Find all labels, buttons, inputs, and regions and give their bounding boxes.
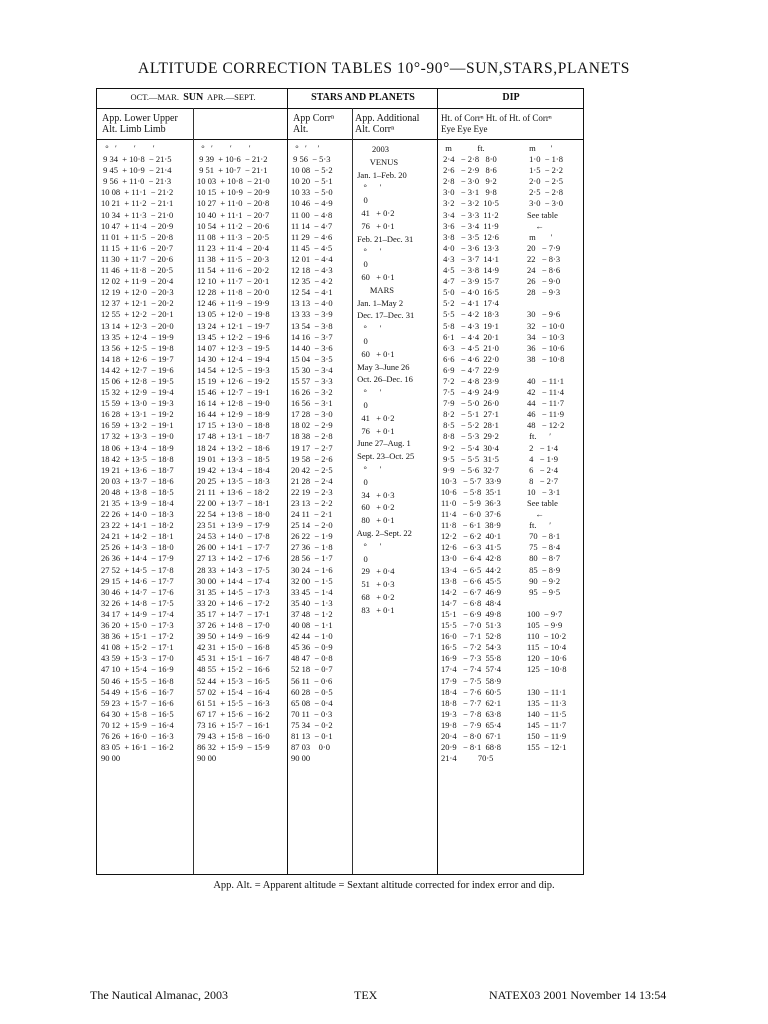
dip-column-2: m ′ 1·0 − 1·8 1·5 − 2·2 2·0 − 2·5 2·5 − 2·8 3·0 − 3·0 See table ← m ′ 20 − 7·9 22 − 8·3 24 − 8·6 26 − 9·0 28 − 9·3 30 − 9·6 32 − 10·0 34 − 10·3 36 − 10·6 38 − 10·8 40 − 11·1 42 − 11·4 44 − 11·7 46 − 11·9 48 − 12·2 ft. ′ 2 − 1·4 4 − 1·9 6 − 2·4 8 − 2·7 10 − 3·1 See table ← ft. ′ 70 − 8·1 75 − 8·4 80 − 8·7 85 − 8·9 90 − 9·2 95 − 9·5 100 − 9·7 105 − 9·9 110 − 10·2 115 − 10·4 120 − 10·6 125 − 10·8 130 − 11·1 135 − 11·3 140 − 11·5 145 − 11·7 150 − 11·9 155 − 12·1 — [527, 143, 567, 753]
stars-additional-divider — [352, 108, 353, 874]
dip-header: DIP — [502, 92, 520, 103]
sun-apr-sept-label: APR.—SEPT. — [207, 92, 256, 102]
sun-half-divider — [193, 108, 194, 874]
footer-center: TEX — [354, 988, 378, 1002]
stars-column: ° ′ ′ 9 56 − 5·3 10 08 − 5·2 10 20 − 5·1 10 33 − 5·0 10 46 − 4·9 11 00 − 4·8 11 14 − 4·7 11 29 − 4·6 11 45 − 4·5 12 01 − 4·4 12 18 − 4·3 12 35 − 4·2 12 54 − 4·1 13 13 − 4·0 13 33 − 3·9 13 54 − 3·8 14 16 − 3·7 14 40 − 3·6 15 04 − 3·5 15 30 − 3·4 15 57 − 3·3 16 26 − 3·2 16 56 − 3·1 17 28 − 3·0 18 02 − 2·9 18 38 − 2·8 19 17 − 2·7 19 58 − 2·6 20 42 − 2·5 21 28 − 2·4 22 19 − 2·3 23 13 − 2·2 24 11 − 2·1 25 14 − 2·0 26 22 − 1·9 27 36 − 1·8 28 56 − 1·7 30 24 − 1·6 32 00 − 1·5 33 45 − 1·4 35 40 − 1·3 37 48 − 1·2 40 08 − 1·1 42 44 − 1·0 45 36 − 0·9 48 47 − 0·8 52 18 − 0·7 56 11 − 0·6 60 28 − 0·5 65 08 − 0·4 70 11 − 0·3 75 34 − 0·2 81 13 − 0·1 87 03 0·0 90 00 — [291, 143, 333, 764]
page-title: ALTITUDE CORRECTION TABLES 10°-90°—SUN,STARS,PLANETS — [138, 60, 630, 77]
column-header-rule — [97, 139, 583, 140]
footnote: App. Alt. = Apparent altitude = Sextant altitude corrected for index error and dip. — [213, 880, 555, 891]
additional-correction-column: 2003 VENUS Jan. 1–Feb. 20 ° ′ 0 41 + 0·2 76 + 0·1 Feb. 21–Dec. 31 ° ′ 0 60 + 0·1 MARS Jan. 1–May 2 Dec. 17–Dec. 31 ° ′ 0 60 + 0·1 May 3–June 26 Oct. 26–Dec. 16 ° ′ 0 41 + 0·2 76 + 0·1 June 27–Aug. 1 Sept. 23–Oct. 25 ° ′ 0 34 + 0·3 60 + 0·2 80 + 0·1 Aug. 2–Sept. 22 ° ′ 0 29 + 0·4 51 + 0·3 68 + 0·2 83 + 0·1 — [356, 144, 415, 615]
additional-column-header: App. Additional Alt. Corrⁿ — [355, 113, 420, 135]
stars-planets-header: STARS AND PLANETS — [311, 92, 415, 103]
sun-column-header: App. Lower Upper Alt. Limb Limb — [102, 113, 178, 135]
sun-oct-mar-label: OCT.—MAR. — [130, 92, 179, 102]
footer-right: NATEX03 2001 November 14 13:54 — [489, 988, 667, 1002]
sun-oct-mar-column: ° ′ ′ ′ 9 34 + 10·8 − 21·5 9 45 + 10·9 − 21·4 9 56 + 11·0 − 21·3 10 08 + 11·1 − 21·2 10 21 + 11·2 − 21·1 10 34 + 11·3 − 21·0 10 47 + 11·4 − 20·9 11 01 + 11·5 − 20·8 11 15 + 11·6 − 20·7 11 30 + 11·7 − 20·6 11 46 + 11·8 − 20·5 12 02 + 11·9 − 20·4 12 19 + 12·0 − 20·3 12 37 + 12·1 − 20·2 12 55 + 12·2 − 20·1 13 14 + 12·3 − 20·0 13 35 + 12·4 − 19·9 13 56 + 12·5 − 19·8 14 18 + 12·6 − 19·7 14 42 + 12·7 − 19·6 15 06 + 12·8 − 19·5 15 32 + 12·9 − 19·4 15 59 + 13·0 − 19·3 16 28 + 13·1 − 19·2 16 59 + 13·2 − 19·1 17 32 + 13·3 − 19·0 18 06 + 13·4 − 18·9 18 42 + 13·5 − 18·8 19 21 + 13·6 − 18·7 20 03 + 13·7 − 18·6 20 48 + 13·8 − 18·5 21 35 + 13·9 − 18·4 22 26 + 14·0 − 18·3 23 22 + 14·1 − 18·2 24 21 + 14·2 − 18·1 25 26 + 14·3 − 18·0 26 36 + 14·4 − 17·9 27 52 + 14·5 − 17·8 29 15 + 14·6 − 17·7 30 46 + 14·7 − 17·6 32 26 + 14·8 − 17·5 34 17 + 14·9 − 17·4 36 20 + 15·0 − 17·3 38 36 + 15·1 − 17·2 41 08 + 15·2 − 17·1 43 59 + 15·3 − 17·0 47 10 + 15·4 − 16·9 50 46 + 15·5 − 16·8 54 49 + 15·6 − 16·7 59 23 + 15·7 − 16·6 64 30 + 15·8 − 16·5 70 12 + 15·9 − 16·4 76 26 + 16·0 − 16·3 83 05 + 16·1 − 16·2 90 00 — [101, 143, 174, 764]
stars-dip-divider — [437, 89, 438, 874]
dip-column-1: m ft. 2·4 − 2·8 8·0 2·6 − 2·9 8·6 2·8 − 3·0 9·2 3·0 − 3·1 9·8 3·2 − 3·2 10·5 3·4 − 3·3 11·2 3·6 − 3·4 11·9 3·8 − 3·5 12·6 4·0 − 3·6 13·3 4·3 − 3·7 14·1 4·5 − 3·8 14·9 4·7 − 3·9 15·7 5·0 − 4·0 16·5 5·2 − 4·1 17·4 5·5 − 4·2 18·3 5·8 − 4·3 19·1 6·1 − 4·4 20·1 6·3 − 4·5 21·0 6·6 − 4·6 22·0 6·9 − 4·7 22·9 7·2 − 4·8 23·9 7·5 − 4·9 24·9 7·9 − 5·0 26·0 8·2 − 5·1 27·1 8·5 − 5·2 28·1 8·8 − 5·3 29·2 9·2 − 5·4 30·4 9·5 − 5·5 31·5 9·9 − 5·6 32·7 10·3 − 5·7 33·9 10·6 − 5·8 35·1 11·0 − 5·9 36·3 11·4 − 6·0 37·6 11·8 − 6·1 38·9 12·2 − 6·2 40·1 12·6 − 6·3 41·5 13·0 − 6·4 42·8 13·4 − 6·5 44·2 13·8 − 6·6 45·5 14·2 − 6·7 46·9 14·7 − 6·8 48·4 15·1 − 6·9 49·8 15·5 − 7·0 51·3 16·0 − 7·1 52·8 16·5 − 7·2 54·3 16·9 − 7·3 55·8 17·4 − 7·4 57·4 17·9 − 7·5 58·9 18·4 − 7·6 60·5 18·8 − 7·7 62·1 19·3 − 7·8 63·8 19·8 − 7·9 65·4 20·4 − 8·0 67·1 20·9 − 8·1 68·8 21·4 70·5 — [441, 143, 502, 764]
header-rule — [97, 108, 583, 109]
stars-column-header: App Corrⁿ Alt. — [293, 113, 335, 135]
footer-left: The Nautical Almanac, 2003 — [90, 988, 228, 1002]
sun-section-header — [99, 92, 287, 108]
sun-label: SUN — [183, 92, 204, 103]
dip-column-header: Ht. of Corrⁿ Ht. of Ht. of Corrⁿ Eye Eye Eye — [441, 113, 552, 134]
sun-stars-divider — [287, 89, 288, 874]
correction-table — [96, 88, 584, 875]
sun-apr-sept-column: ° ′ ′ ′ 9 39 + 10·6 − 21·2 9 51 + 10·7 − 21·1 10 03 + 10·8 − 21·0 10 15 + 10·9 − 20·9 10 27 + 11·0 − 20·8 10 40 + 11·1 − 20·7 10 54 + 11·2 − 20·6 11 08 + 11·3 − 20·5 11 23 + 11·4 − 20·4 11 38 + 11·5 − 20·3 11 54 + 11·6 − 20·2 12 10 + 11·7 − 20·1 12 28 + 11·8 − 20·0 12 46 + 11·9 − 19·9 13 05 + 12·0 − 19·8 13 24 + 12·1 − 19·7 13 45 + 12·2 − 19·6 14 07 + 12·3 − 19·5 14 30 + 12·4 − 19·4 14 54 + 12·5 − 19·3 15 19 + 12·6 − 19·2 15 46 + 12·7 − 19·1 16 14 + 12·8 − 19·0 16 44 + 12·9 − 18·9 17 15 + 13·0 − 18·8 17 48 + 13·1 − 18·7 18 24 + 13·2 − 18·6 19 01 + 13·3 − 18·5 19 42 + 13·4 − 18·4 20 25 + 13·5 − 18·3 21 11 + 13·6 − 18·2 22 00 + 13·7 − 18·1 22 54 + 13·8 − 18·0 23 51 + 13·9 − 17·9 24 53 + 14·0 − 17·8 26 00 + 14·1 − 17·7 27 13 + 14·2 − 17·6 28 33 + 14·3 − 17·5 30 00 + 14·4 − 17·4 31 35 + 14·5 − 17·3 33 20 + 14·6 − 17·2 35 17 + 14·7 − 17·1 37 26 + 14·8 − 17·0 39 50 + 14·9 − 16·9 42 31 + 15·0 − 16·8 45 31 + 15·1 − 16·7 48 55 + 15·2 − 16·6 52 44 + 15·3 − 16·5 57 02 + 15·4 − 16·4 61 51 + 15·5 − 16·3 67 17 + 15·6 − 16·2 73 16 + 15·7 − 16·1 79 43 + 15·8 − 16·0 86 32 + 15·9 − 15·9 90 00 — [197, 143, 270, 764]
